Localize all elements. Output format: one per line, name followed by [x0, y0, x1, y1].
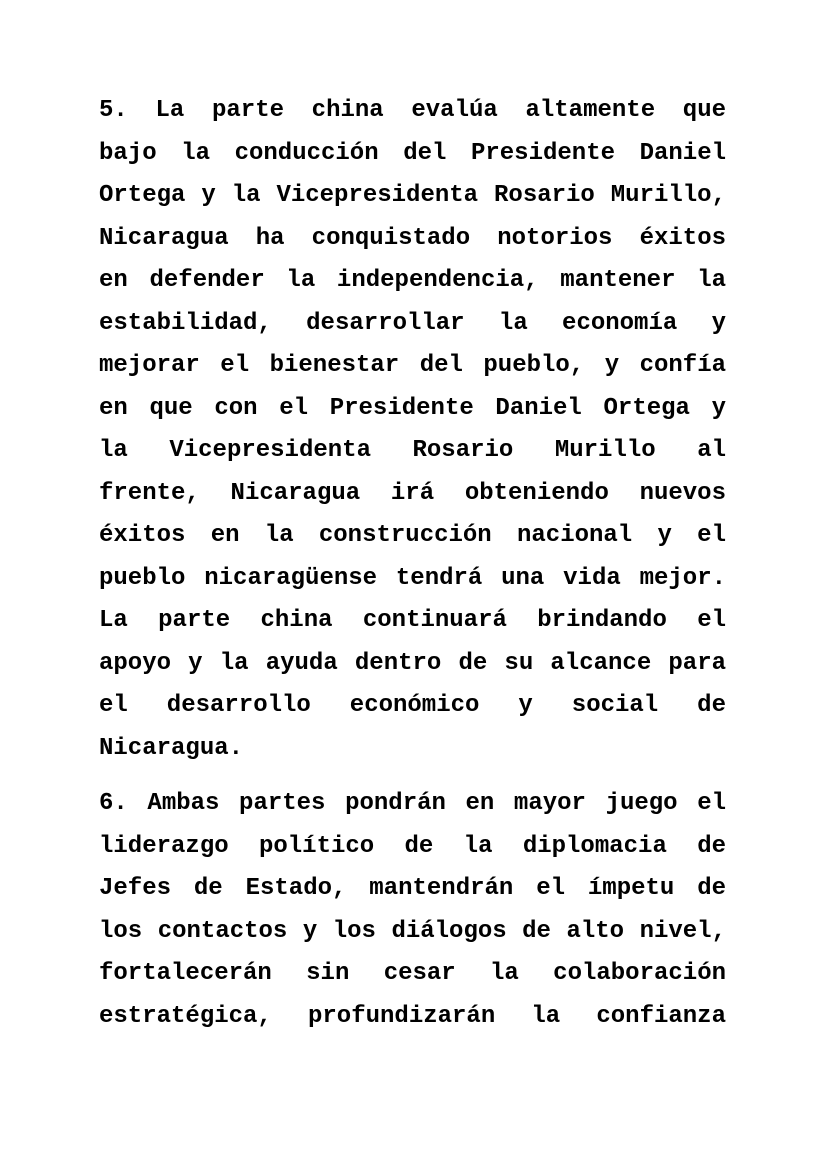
- text-line: Jefes de Estado, mantendrán el ímpetu de: [99, 875, 726, 902]
- text-line: 6. Ambas partes pondrán en mayor juego el: [99, 790, 726, 817]
- text-line: Nicaragua ha conquistado notorios éxitos: [99, 224, 726, 252]
- text-line: mejorar el bienestar del pueblo, y confía: [99, 352, 726, 379]
- text-line: frente, Nicaragua irá obteniendo nuevos: [99, 479, 726, 507]
- text-line: estabilidad, desarrollar la economía y: [99, 309, 726, 337]
- text-line: los contactos y los diálogos de alto nivel,: [99, 917, 726, 945]
- text-line: la Vicepresidenta Rosario Murillo al: [99, 437, 726, 464]
- paragraph-6: [99, 783, 726, 1038]
- text-line: Nicaragua.: [99, 734, 244, 762]
- text-line: Ortega y la Vicepresidenta Rosario Murillo,: [99, 182, 726, 209]
- paragraph-5: [99, 90, 726, 770]
- text-column: [99, 90, 726, 1051]
- text-line: 5. La parte china evalúa altamente que: [99, 97, 726, 124]
- text-line: el desarrollo económico y social de: [99, 692, 726, 719]
- text-line: éxitos en la construcción nacional y el: [99, 522, 726, 549]
- text-line: La parte china continuará brindando el: [99, 607, 726, 634]
- text-line: bajo la conducción del Presidente Daniel: [99, 139, 726, 167]
- text-line: en que con el Presidente Daniel Ortega y: [99, 394, 726, 422]
- text-line: apoyo y la ayuda dentro de su alcance para: [99, 649, 726, 677]
- text-line: estratégica, profundizarán la confianza: [99, 1002, 726, 1030]
- text-line: liderazgo político de la diplomacia de: [99, 832, 726, 860]
- text-line: en defender la independencia, mantener la: [99, 267, 726, 294]
- text-line: fortalecerán sin cesar la colaboración: [99, 960, 726, 987]
- text-line: pueblo nicaragüense tendrá una vida mejor.: [99, 564, 726, 592]
